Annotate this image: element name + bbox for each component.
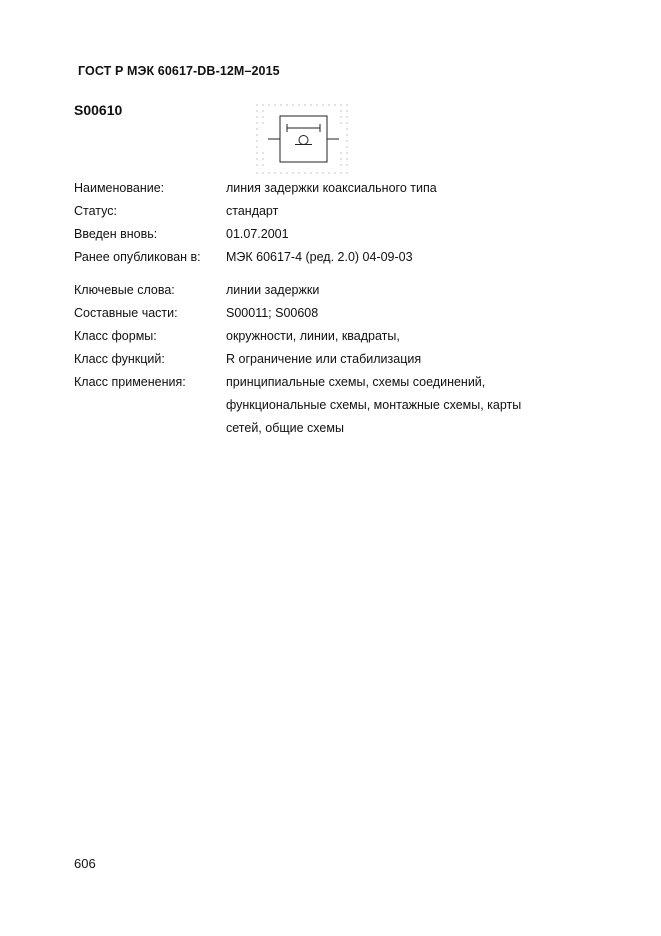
property-row-shape-class xyxy=(74,325,594,348)
coaxial-delay-line-symbol-icon xyxy=(254,103,354,175)
property-row-components xyxy=(74,302,594,325)
properties-secondary xyxy=(74,279,594,440)
property-value: принципиальные схемы, схемы соединений, функциональные схемы, монтажные схемы, карты сетей, общие схемы xyxy=(226,375,522,435)
property-label: Класс функций: xyxy=(74,352,165,366)
property-label: Составные части: xyxy=(74,306,178,320)
property-row-function-class xyxy=(74,348,594,371)
property-value: стандарт xyxy=(226,204,279,218)
property-row-keywords xyxy=(74,279,594,302)
property-value: 01.07.2001 xyxy=(226,227,289,241)
property-value: линия задержки коаксиального типа xyxy=(226,181,437,195)
page-number: 606 xyxy=(74,856,96,871)
property-label: Класс формы: xyxy=(74,329,157,343)
property-row-status xyxy=(74,200,594,223)
property-label: Ранее опубликован в: xyxy=(74,250,201,264)
property-label: Статус: xyxy=(74,204,117,218)
property-row-name xyxy=(74,177,594,200)
property-value: S00011; S00608 xyxy=(226,306,319,320)
property-label: Класс применения: xyxy=(74,375,186,389)
property-row-application-class xyxy=(74,371,594,440)
symbol-code: S00610 xyxy=(74,102,123,118)
property-label: Введен вновь: xyxy=(74,227,158,241)
property-value: R ограничение или стабилизация xyxy=(226,352,422,366)
property-label: Наименование: xyxy=(74,181,165,195)
property-label: Ключевые слова: xyxy=(74,283,175,297)
property-row-previously-published xyxy=(74,246,594,269)
document-header: ГОСТ Р МЭК 60617-DB-12M–2015 xyxy=(78,64,280,78)
property-value: окружности, линии, квадраты, xyxy=(226,329,400,343)
property-value: МЭК 60617-4 (ред. 2.0) 04-09-03 xyxy=(226,250,413,264)
property-row-introduced xyxy=(74,223,594,246)
property-value: линии задержки xyxy=(226,283,320,297)
properties-primary xyxy=(74,177,594,269)
